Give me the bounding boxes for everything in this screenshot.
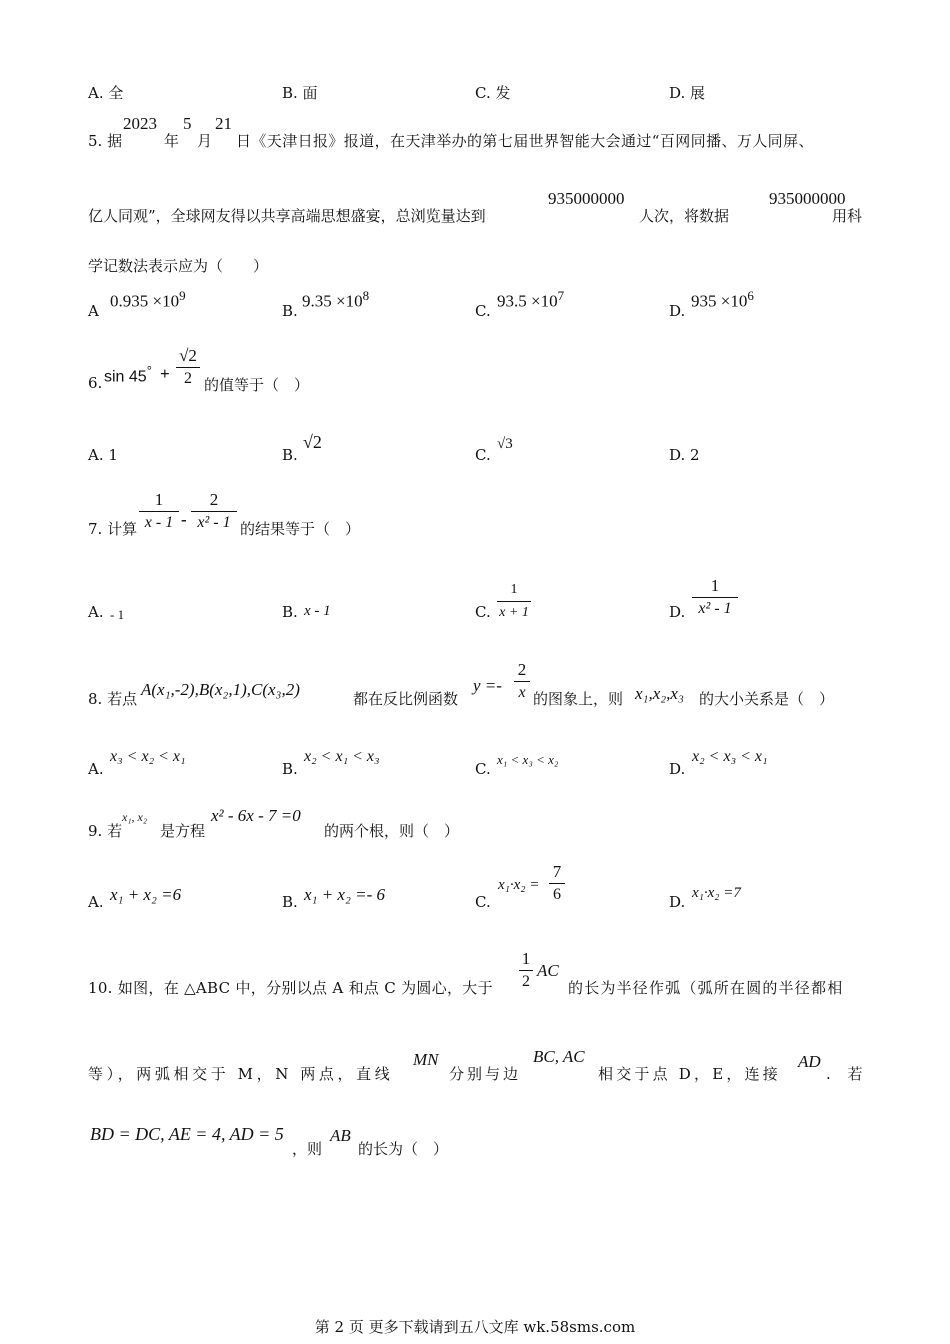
q6-tail: 的值等于（ ） — [204, 376, 310, 394]
q5-opt-a-value: $0.935 \times 10^9$ — [110, 288, 186, 311]
q6-opt-b-value: √2 — [303, 432, 322, 452]
q5-line3: 学记数法表示应为（ ） — [88, 257, 269, 275]
q6-number: 6. — [88, 374, 103, 392]
q5-opt-b-label: B. — [282, 302, 298, 320]
q9-opt-c-value: x₁·x₂ = — [498, 877, 540, 893]
q8-tail: 的大小关系是（ ） — [699, 690, 835, 708]
q9-opt-c-fraction — [549, 862, 565, 905]
q8-vars: x₁,x₂,x₃ — [635, 684, 684, 703]
q7-opt-d-den: x² - 1 — [698, 600, 732, 617]
q7-fraction-1 — [139, 490, 179, 533]
q6-frac-num: √2 — [179, 346, 197, 365]
q5-year: 2023 — [123, 114, 157, 133]
q5-nian: 年 — [164, 132, 180, 150]
q7-opt-b-label: B. — [282, 603, 298, 621]
q10-line2-b: 分别与边 — [449, 1065, 522, 1083]
q7-opt-d-fraction — [692, 576, 738, 619]
q5-month: 5 — [183, 114, 192, 133]
q8-opt-a-value: x₃ < x₂ < x₁ — [110, 748, 186, 765]
q8-opt-d-value: x₂ < x₃ < x₁ — [692, 748, 768, 765]
option-a: A. 全 — [88, 84, 124, 102]
q6-fraction — [176, 346, 200, 389]
q8-points: A(x₁,-2),B(x₂,1),C(x₃,2) — [141, 680, 300, 699]
q5-opt-d-label: D. — [669, 302, 686, 320]
q9-opt-c-label: C. — [475, 893, 491, 911]
q7-number: 7. 计算 — [88, 520, 138, 538]
q5-value2: 935000000 — [769, 189, 846, 208]
q5-line1: 日《天津日报》报道，在天津举办的第七届世界智能大会通过“百网同播、万人同屏、 — [236, 132, 814, 150]
q5-opt-a-label: A — [88, 302, 99, 320]
q7-opt-d-label: D. — [669, 603, 686, 621]
q6-opt-c-value: √3 — [497, 436, 513, 452]
q7-f1-den: x - 1 — [144, 514, 174, 531]
q10-ad: AD — [798, 1052, 821, 1071]
q7-opt-c-fraction — [497, 580, 531, 623]
q10-line3-a: ，则 — [292, 1140, 323, 1158]
q9-opt-a-value: x₁ + x₂ =6 — [110, 885, 182, 904]
q7-f1-num: 1 — [154, 490, 164, 509]
q8-func-den: x — [518, 684, 526, 701]
q10-line2-a: 等），两弧相交于 M，N 两点，直线 — [88, 1065, 394, 1083]
q5-opt-b-value: $9.35 \times 10^8$ — [302, 288, 370, 311]
q9-opt-c-den: 6 — [553, 886, 561, 903]
q9-mid: 是方程 — [160, 822, 206, 840]
q5-line2-b: 人次，将数据 — [639, 207, 730, 225]
q10-line1-a: 10. 如图，在 △ABC 中，分别以点 A 和点 C 为圆心，大于 — [88, 979, 493, 997]
page-footer: 第 2 页 更多下载请到五八文库 wk.58sms.com — [314, 1318, 636, 1336]
q10-line3-b: 的长为（ ） — [358, 1140, 449, 1158]
q9-equation: x² - 6x - 7 =0 — [211, 806, 301, 825]
q7-minus: - — [181, 510, 187, 529]
q7-f2-den: x² - 1 — [197, 514, 231, 531]
q8-number: 8. 若点 — [88, 690, 138, 708]
q8-opt-a-label: A. — [88, 760, 104, 778]
q6-opt-b-label: B. — [282, 446, 298, 464]
q5-number: 5. 据 — [88, 132, 123, 150]
q9-opt-d-value: x₁·x₂ =7 — [692, 885, 741, 901]
q6-sin: sin 45° — [104, 363, 152, 386]
q5-line2-a: 亿人同观”，全球网友得以共享高端思想盛宴，总浏览量达到 — [88, 207, 486, 225]
q10-ac: AC — [537, 961, 559, 980]
q10-half-den: 2 — [522, 973, 530, 990]
option-d: D. 展 — [669, 84, 706, 102]
q10-ab: AB — [330, 1126, 351, 1145]
q6-opt-d: D. 2 — [669, 446, 700, 464]
q5-yue: 月 — [197, 132, 213, 150]
q8-mid2: 的图象上，则 — [533, 690, 624, 708]
q8-opt-c-value: x₁ < x₃ < x₂ — [497, 752, 559, 767]
q10-line2-d: . 若 — [826, 1065, 869, 1083]
q6-opt-c-label: C. — [475, 446, 491, 464]
q6-opt-a: A. 1 — [88, 446, 118, 464]
q9-opt-b-value: x₁ + x₂ =- 6 — [304, 885, 386, 904]
q9-number: 9. 若 — [88, 822, 123, 840]
q8-func-fraction — [514, 660, 530, 703]
q10-line2-c: 相交于点 D，E，连接 — [598, 1065, 781, 1083]
q5-opt-d-value: $935 \times 10^6$ — [691, 288, 754, 311]
q7-opt-a-label: A. — [88, 603, 104, 621]
q7-opt-b-value: x - 1 — [304, 603, 331, 619]
q5-opt-c-value: $93.5 \times 10^7$ — [497, 288, 565, 311]
q10-mn: MN — [413, 1050, 439, 1069]
q6-plus: + — [160, 364, 170, 383]
q7-opt-d-num: 1 — [710, 576, 720, 595]
q7-opt-c-label: C. — [475, 603, 491, 621]
q9-tail: 的两个根，则（ ） — [324, 822, 460, 840]
q7-fraction-2 — [191, 490, 237, 533]
q9-opt-b-label: B. — [282, 893, 298, 911]
q10-half-num: 1 — [521, 949, 531, 968]
q10-half-fraction — [519, 949, 533, 992]
q8-opt-c-label: C. — [475, 760, 491, 778]
q8-opt-d-label: D. — [669, 760, 686, 778]
q7-tail: 的结果等于（ ） — [240, 520, 361, 538]
q5-opt-c-label: C. — [475, 302, 491, 320]
option-b: B. 面 — [282, 84, 318, 102]
q10-bcac: BC, AC — [533, 1047, 585, 1066]
q5-value1: 935000000 — [548, 189, 625, 208]
q7-opt-a-value: - 1 — [110, 607, 125, 622]
q5-day: 21 — [215, 114, 232, 133]
q8-mid: 都在反比例函数 — [353, 690, 459, 708]
q5-line2-c: 用科 — [832, 207, 863, 225]
q9-vars: x₁, x₂ — [122, 810, 147, 824]
q7-f2-num: 2 — [209, 490, 219, 509]
q7-opt-c-num: 1 — [510, 582, 518, 597]
q8-func-lhs: y =- — [473, 676, 502, 695]
q10-line1-b: 的长为半径作弧（弧所在圆的半径都相 — [568, 979, 844, 997]
q8-opt-b-label: B. — [282, 760, 298, 778]
q7-opt-c-den: x + 1 — [499, 605, 529, 620]
q10-condition: BD = DC, AE = 4, AD = 5 — [90, 1124, 284, 1144]
q6-frac-den: 2 — [184, 370, 192, 387]
q8-opt-b-value: x₂ < x₁ < x₃ — [304, 748, 380, 765]
q9-opt-d-label: D. — [669, 893, 686, 911]
option-c: C. 发 — [475, 84, 511, 102]
q9-opt-a-label: A. — [88, 893, 104, 911]
q9-opt-c-num: 7 — [552, 862, 562, 881]
q8-func-num: 2 — [517, 660, 527, 679]
